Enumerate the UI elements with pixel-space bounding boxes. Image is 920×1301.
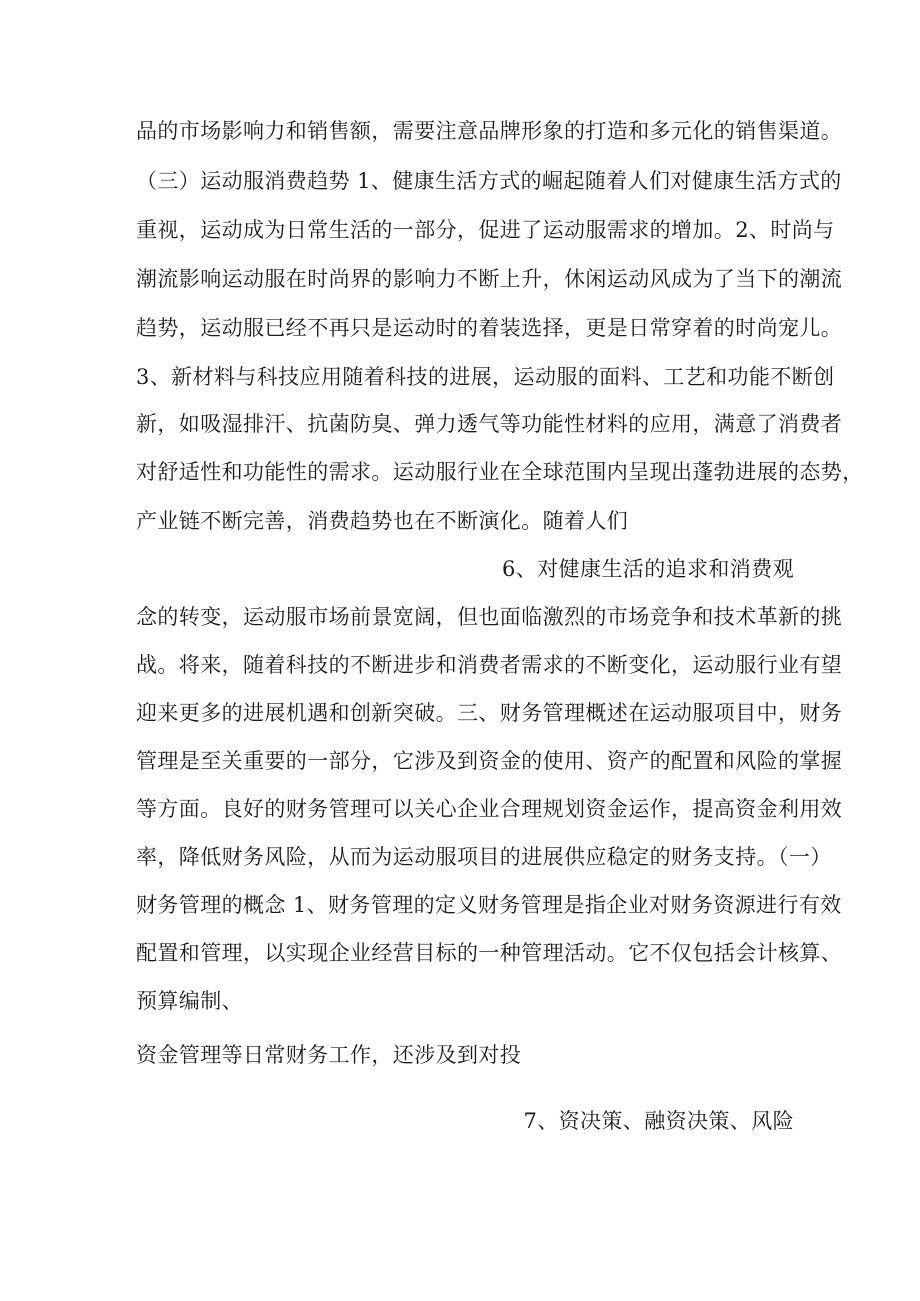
- text-line: 预算编制、: [136, 989, 243, 1013]
- text-line: 重视，运动成为日常生活的一部分，促进了运动服需求的增加。2、时尚与: [136, 218, 835, 242]
- text-line: 战。将来，随着科技的不断进步和消费者需求的不断变化，运动服行业有望: [136, 653, 843, 677]
- text-line: 产业链不断完善，消费趋势也在不断演化。随着人们: [136, 509, 629, 533]
- page-marker-line: 7、资决策、融资决策、风险: [523, 1109, 794, 1133]
- text-line: 资金管理等日常财务工作，还涉及到对投: [136, 1043, 522, 1067]
- text-line: 潮流影响运动服在时尚界的影响力不断上升，休闲运动风成为了当下的潮流: [136, 267, 843, 291]
- text-line: 管理是至关重要的一部分，它涉及到资金的使用、资产的配置和风险的掌握: [136, 749, 843, 773]
- text-line: 品的市场影响力和销售额，需要注意品牌形象的打造和多元化的销售渠道。: [136, 119, 843, 143]
- text-line: 对舒适性和功能性的需求。运动服行业在全球范围内呈现出蓬勃进展的态势，: [136, 460, 864, 484]
- page-marker-line: 6、对健康生活的追求和消费观: [502, 557, 794, 581]
- text-line: 念的转变，运动服市场前景宽阔，但也面临激烈的市场竞争和技术革新的挑: [136, 605, 843, 629]
- text-line: （三）运动服消费趋势 1、健康生活方式的崛起随着人们对健康生活方式的: [136, 169, 842, 193]
- text-line: 等方面。良好的财务管理可以关心企业合理规划资金运作，提高资金利用效: [136, 797, 843, 821]
- text-line: 财务管理的概念 1、财务管理的定义财务管理是指企业对财务资源进行有效: [136, 893, 842, 917]
- text-line: 配置和管理，以实现企业经营目标的一种管理活动。它不仅包括会计核算、: [136, 941, 843, 965]
- text-line: 趋势，运动服已经不再只是运动时的着装选择，更是日常穿着的时尚宠儿。: [136, 316, 843, 340]
- text-line: 率，降低财务风险，从而为运动服项目的进展供应稳定的财务支持。（一）: [136, 845, 832, 869]
- text-line: 迎来更多的进展机遇和创新突破。三、财务管理概述在运动服项目中，财务: [136, 701, 843, 725]
- text-line: 新，如吸湿排汗、抗菌防臭、弹力透气等功能性材料的应用，满意了消费者: [136, 412, 843, 436]
- text-line: 3、新材料与科技应用随着科技的进展，运动服的面料、工艺和功能不断创: [136, 365, 835, 389]
